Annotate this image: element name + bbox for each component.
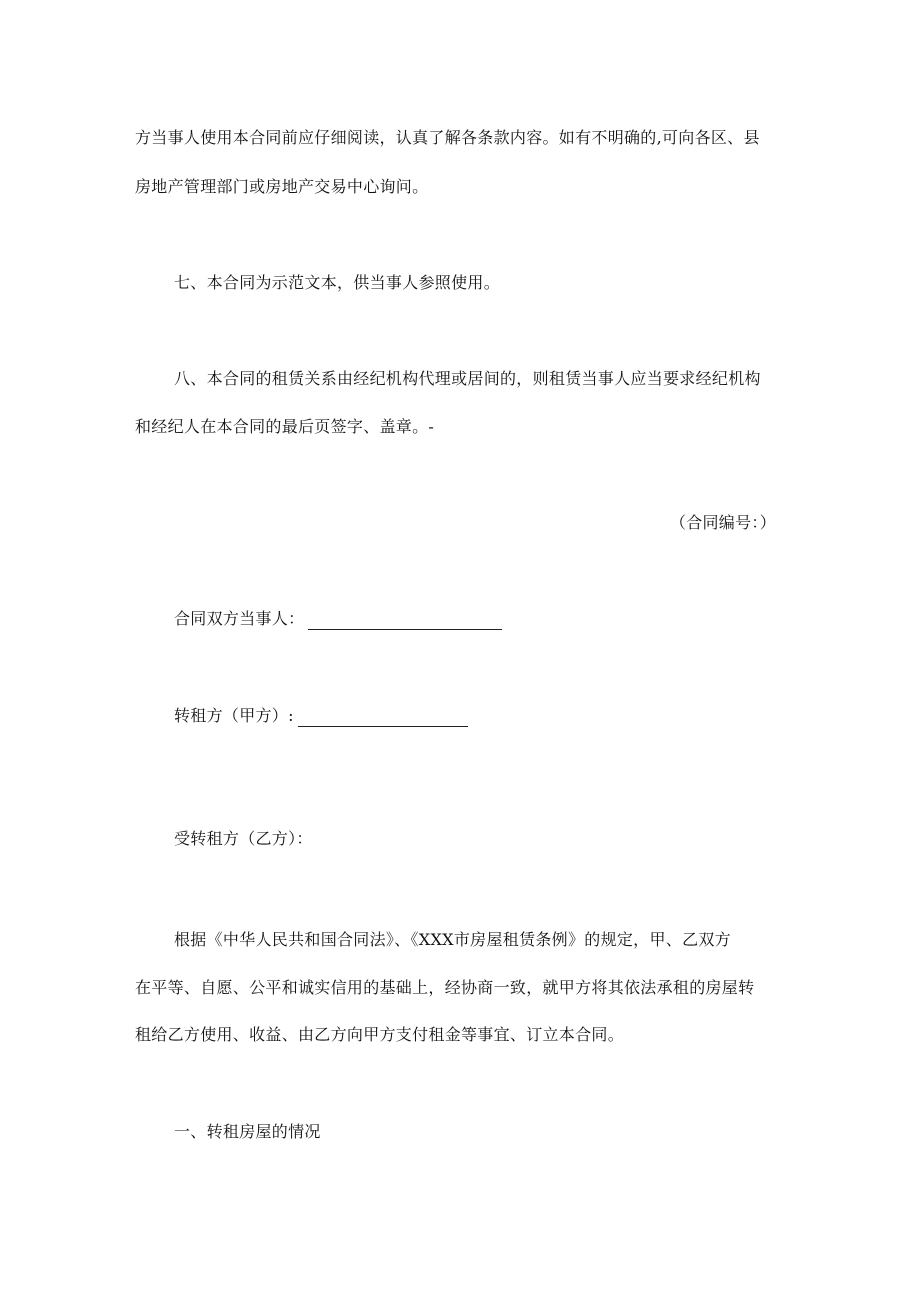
section-one-heading: 一、转租房屋的情况 <box>174 1122 321 1141</box>
paragraph-legal-basis: 根据《中华人民共和国合同法》、《XXX市房屋租赁条例》的规定，甲、乙双方 <box>174 930 731 949</box>
sublessee-label: 受转租方（乙方）： <box>174 829 313 848</box>
paragraph-reading-notice: 方当事人使用本合同前应仔细阅读，认真了解各条款内容。如有不明确的,可向各区、县 <box>135 128 760 147</box>
contract-parties-blank[interactable] <box>308 613 502 630</box>
paragraph-legal-basis-3: 租给乙方使用、收益、由乙方向甲方支付租金等事宜、订立本合同。 <box>135 1025 625 1044</box>
clause-eight-continued: 和经纪人在本合同的最后页签字、盖章。- <box>135 417 435 436</box>
contract-parties-text: 合同双方当事人： <box>174 609 305 628</box>
clause-seven: 七、本合同为示范文本，供当事人参照使用。 <box>174 273 501 292</box>
contract-number: （合同编号：） <box>669 513 776 532</box>
sublessor-label <box>174 705 468 727</box>
clause-eight: 八、本合同的租赁关系由经纪机构代理或居间的，则租赁当事人应当要求经纪机构 <box>174 369 761 388</box>
sublessor-text: 转租方（甲方）: <box>174 706 294 725</box>
contract-parties-label <box>174 608 502 630</box>
paragraph-legal-basis-2: 在平等、自愿、公平和诚实信用的基础上，经协商一致，就甲方将其依法承租的房屋转 <box>135 978 755 997</box>
sublessor-blank[interactable] <box>298 710 468 727</box>
paragraph-inquiry: 房地产管理部门或房地产交易中心询问。 <box>135 177 429 196</box>
